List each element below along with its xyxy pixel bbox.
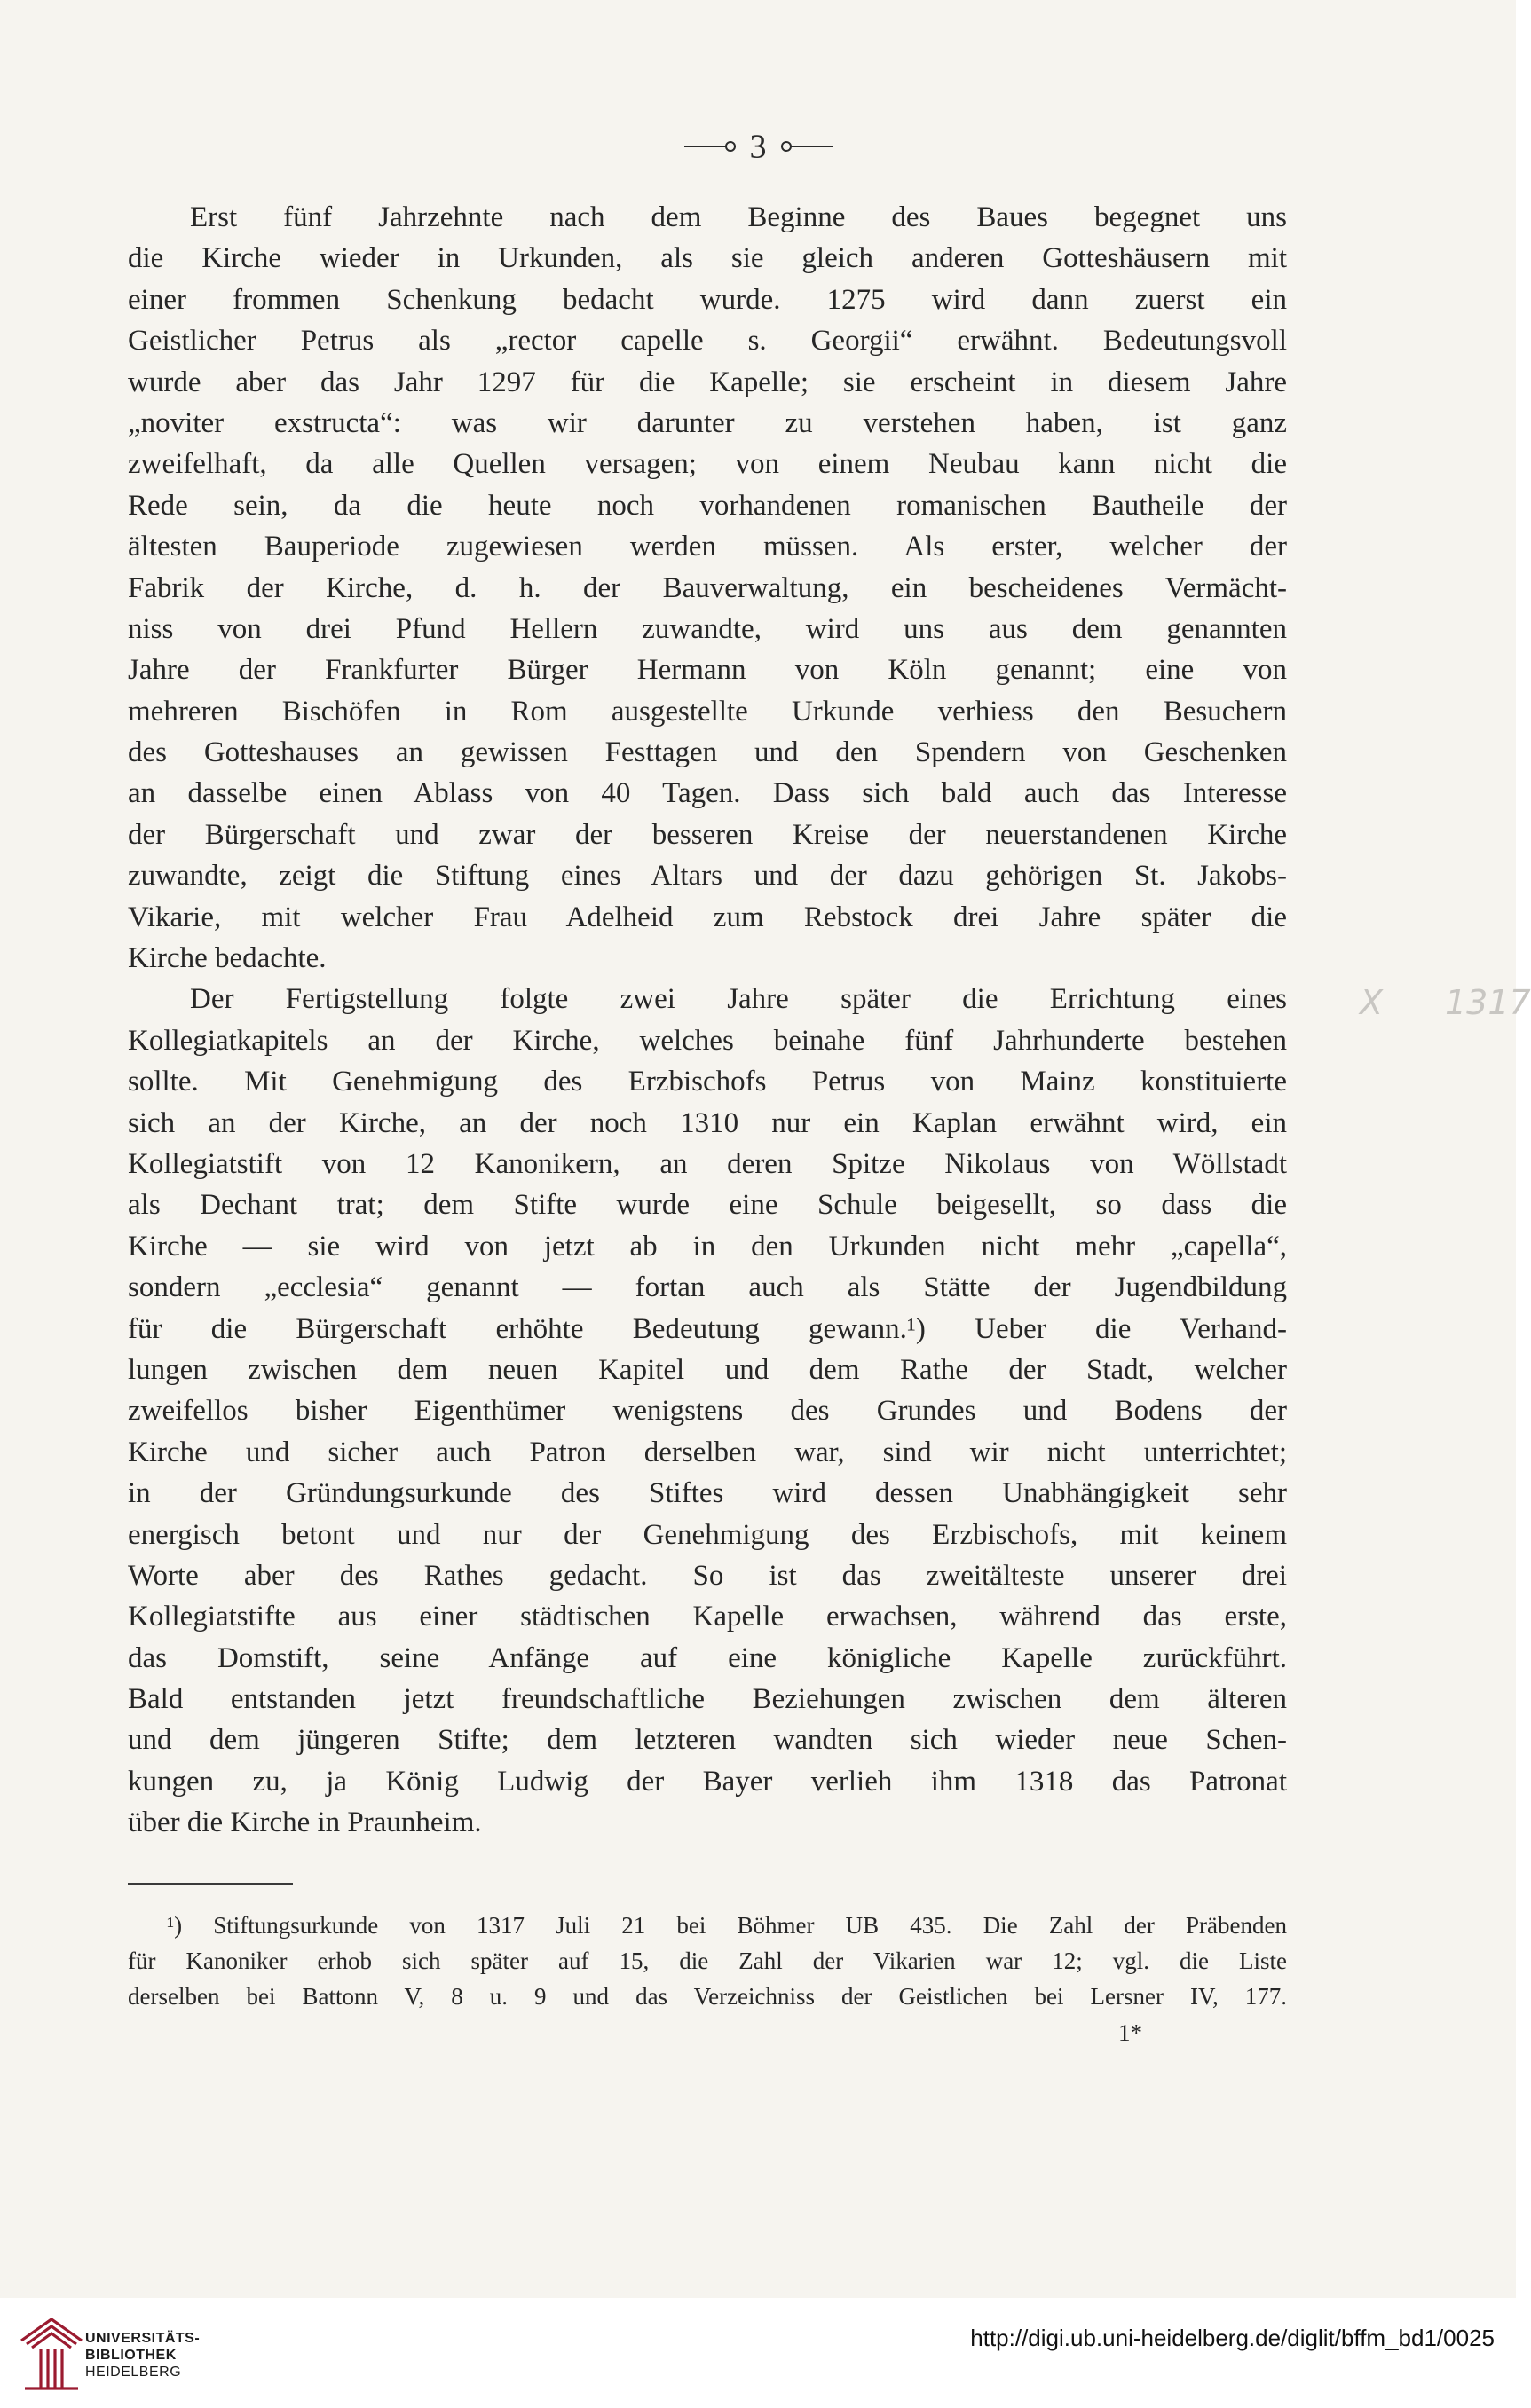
page-number-header xyxy=(0,124,1516,166)
text-line: wurde aber das Jahr 1297 für die Kapelle; sie erscheint in diesem Jahre xyxy=(128,366,1287,398)
text-line: zweifellos bisher Eigenthümer wenigstens des Grundes und Bodens der xyxy=(128,1395,1287,1428)
footnotes xyxy=(128,1908,1287,2014)
page-number: 3 xyxy=(749,128,767,166)
text-line: Erst fünf Jahrzehnte nach dem Beginne des Baues begegnet uns xyxy=(190,201,1287,233)
library-line: HEIDELBERG xyxy=(85,2365,182,2380)
text-line: an dasselbe einen Ablass von 40 Tagen. Dass sich bald auch das Interesse xyxy=(128,777,1287,810)
text-line: Vikarie, mit welcher Frau Adelheid zum Rebstock drei Jahre später die xyxy=(128,901,1287,933)
margin-mark: X xyxy=(1360,983,1384,1022)
text-line: in der Gründungsurkunde des Stiftes wird dessen Unabhängigkeit sehr xyxy=(128,1477,1287,1510)
body-text xyxy=(128,197,1287,1844)
margin-year-note: 1317 xyxy=(1445,983,1531,1022)
text-line: sondern „ecclesia“ genannt — fortan auch als Stätte der Jugendbildung xyxy=(128,1271,1287,1304)
text-line: lungen zwischen dem neuen Kapitel und dem Rathe der Stadt, welcher xyxy=(128,1353,1287,1386)
text-line: Bald entstanden jetzt freundschaftliche Beziehungen zwischen dem älteren xyxy=(128,1683,1287,1716)
text-line: zuwandte, zeigt die Stiftung eines Altars und der dazu gehörigen St. Jakobs- xyxy=(128,860,1287,893)
text-line: Kollegiatstifte aus einer städtischen Kapelle erwachsen, während das erste, xyxy=(128,1601,1287,1633)
text-line: Kirche bedachte. xyxy=(128,942,327,975)
text-line: Geistlicher Petrus als „rector capelle s. Georgii“ erwähnt. Bedeutungsvoll xyxy=(128,325,1287,358)
library-logo-icon xyxy=(16,2314,87,2392)
text-line: Kollegiatstift von 12 Kanonikern, an deren Spitze Nikolaus von Wöllstadt xyxy=(128,1147,1287,1180)
footnote-line: für Kanoniker erhob sich später auf 15, die Zahl der Vikarien war 12; vgl. die Liste xyxy=(128,1948,1287,1974)
text-line: einer frommen Schenkung bedacht wurde. 1275 wird dann zuerst ein xyxy=(128,283,1287,316)
text-line: niss von drei Pfund Hellern zuwandte, wird uns aus dem genannten xyxy=(128,612,1287,645)
text-line: Kirche — sie wird von jetzt ab in den Urkunden nicht mehr „capella“, xyxy=(128,1230,1287,1263)
source-url-link[interactable]: http://digi.ub.uni-heidelberg.de/diglit/bffm_bd1/0025 xyxy=(970,2325,1495,2351)
text-line: ältesten Bauperiode zugewiesen werden müssen. Als erster, welcher der xyxy=(128,531,1287,563)
text-line: das Domstift, seine Anfänge auf eine königliche Kapelle zurückführt. xyxy=(128,1641,1287,1674)
text-line: der Bürgerschaft und zwar der besseren Kreise der neuerstandenen Kirche xyxy=(128,818,1287,851)
text-line: mehreren Bischöfen in Rom ausgestellte Urkunde verhiess den Besuchern xyxy=(128,695,1287,728)
text-line: Worte aber des Rathes gedacht. So ist das zweitälteste unserer drei xyxy=(128,1559,1287,1592)
text-line: kungen zu, ja König Ludwig der Bayer verlieh ihm 1318 das Patronat xyxy=(128,1765,1287,1798)
text-line: des Gotteshauses an gewissen Festtagen und den Spendern von Geschenken xyxy=(128,736,1287,769)
text-line: zweifelhaft, da alle Quellen versagen; von einem Neubau kann nicht die xyxy=(128,448,1287,481)
footnote-line: ¹) Stiftungsurkunde von 1317 Juli 21 bei Böhmer UB 435. Die Zahl der Präbenden xyxy=(167,1912,1287,1939)
text-line: Kirche und sicher auch Patron derselben war, sind wir nicht unterrichtet; xyxy=(128,1436,1287,1468)
text-line: und dem jüngeren Stifte; dem letzteren wandten sich wieder neue Schen- xyxy=(128,1724,1287,1757)
footnote-rule xyxy=(128,1883,293,1885)
signature-mark: 1* xyxy=(1118,2019,1142,2046)
text-line: über die Kirche in Praunheim. xyxy=(128,1806,482,1839)
text-line: Fabrik der Kirche, d. h. der Bauverwaltung, ein bescheidenes Vermächt- xyxy=(128,571,1287,604)
library-name xyxy=(85,2330,200,2380)
ornament-left-icon xyxy=(684,146,736,147)
footer-bar xyxy=(0,2298,1516,2408)
text-line: Rede sein, da die heute noch vorhandenen romanischen Bautheile der xyxy=(128,489,1287,522)
library-line: BIBLIOTHEK xyxy=(85,2348,177,2363)
text-line: Der Fertigstellung folgte zwei Jahre später die Errichtung eines xyxy=(190,983,1287,1016)
library-line: UNIVERSITÄTS- xyxy=(85,2331,201,2346)
text-line: sollte. Mit Genehmigung des Erzbischofs Petrus von Mainz konstituierte xyxy=(128,1066,1287,1098)
ornament-right-icon xyxy=(781,146,833,147)
text-line: sich an der Kirche, an der noch 1310 nur ein Kaplan erwähnt wird, ein xyxy=(128,1106,1287,1139)
text-line: energisch betont und nur der Genehmigung des Erzbischofs, mit keinem xyxy=(128,1518,1287,1551)
text-line: für die Bürgerschaft erhöhte Bedeutung gewann.¹) Ueber die Verhand- xyxy=(128,1312,1287,1345)
footnote-line: derselben bei Battonn V, 8 u. 9 und das Verzeichniss der Geistlichen bei Lersner IV, 177. xyxy=(128,1983,1287,2010)
text-line: Kollegiatkapitels an der Kirche, welches beinahe fünf Jahrhunderte bestehen xyxy=(128,1024,1287,1057)
text-line: „noviter exstructa“: was wir darunter zu verstehen haben, ist ganz xyxy=(128,406,1287,439)
text-line: Jahre der Frankfurter Bürger Hermann von Köln genannt; eine von xyxy=(128,654,1287,687)
text-line: die Kirche wieder in Urkunden, als sie gleich anderen Gotteshäusern mit xyxy=(128,242,1287,275)
text-line: als Dechant trat; dem Stifte wurde eine Schule beigesellt, so dass die xyxy=(128,1189,1287,1222)
